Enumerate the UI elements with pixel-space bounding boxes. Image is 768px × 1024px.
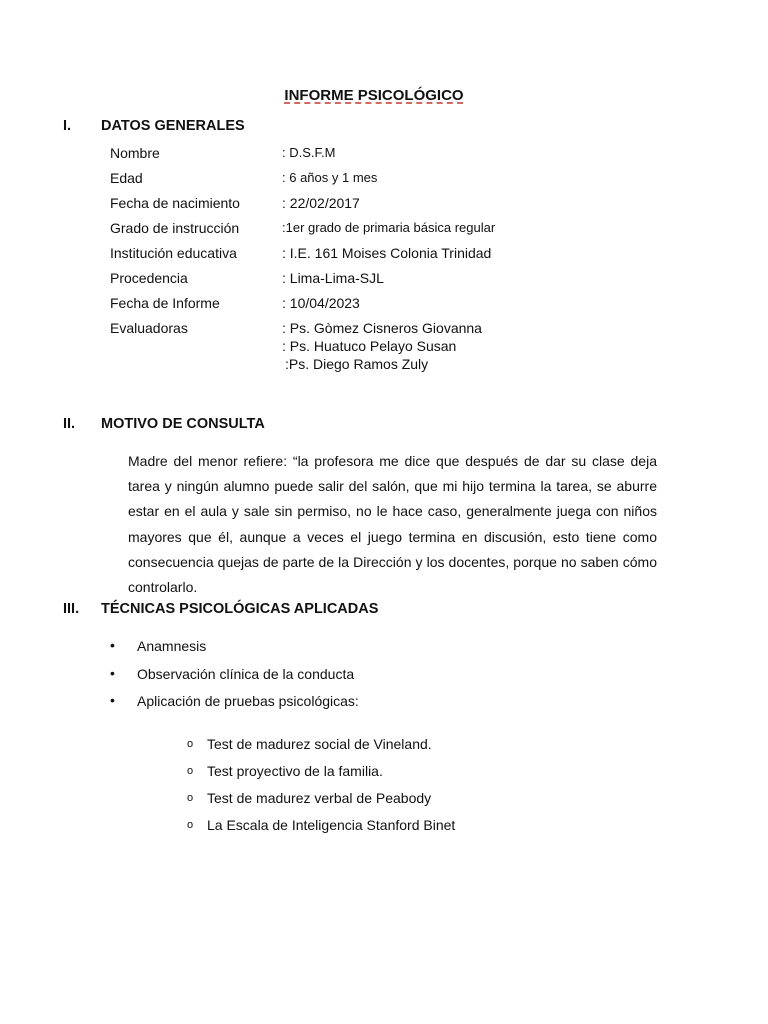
section-title: MOTIVO DE CONSULTA: [101, 416, 265, 432]
field-value: :1er grado de primaria básica regular: [282, 220, 496, 235]
motivo-paragraph: Madre del menor refiere: “la profesora me dice que después de dar su clase deja tarea y ningún alumno puede salir del salón, que mi hijo termina la tarea, se aburre estar en el aula y sale sin permiso, no le hace caso, generalmente juega con niños mayores que él, aunque a veces el juego termina en discusión, esto tiene como consecuencia quejas de parte de la Dirección y los docentes, porque no saben cómo controlarlo.: [128, 453, 657, 596]
section-heading-tecnicas: [63, 601, 378, 617]
list-item-text: Test de madurez social de Vineland.: [207, 736, 432, 752]
section-number: III.: [63, 601, 80, 617]
circle-bullet-icon: o: [187, 738, 194, 750]
field-value: : 10/04/2023: [282, 295, 360, 311]
list-item-text: Observación clínica de la conducta: [137, 666, 355, 682]
circle-bullet-icon: o: [187, 765, 194, 777]
section-heading-datos-generales: [63, 118, 245, 134]
report-title: INFORME PSICOLÓGICO: [284, 87, 464, 104]
section-number: I.: [63, 118, 72, 134]
field-value: : D.S.F.M: [282, 145, 336, 160]
field-label: Procedencia: [110, 270, 188, 286]
list-item-text: Anamnesis: [137, 638, 207, 654]
field-label: Fecha de Informe: [110, 295, 220, 311]
field-label: Evaluadoras: [110, 320, 188, 336]
section-heading-motivo-consulta: [63, 416, 265, 432]
list-item-text: Test de madurez verbal de Peabody: [207, 790, 432, 806]
field-label: Nombre: [110, 145, 160, 161]
field-value: : Lima-Lima-SJL: [282, 270, 384, 286]
circle-bullet-icon: o: [187, 792, 194, 804]
circle-bullet-icon: o: [187, 819, 194, 831]
field-label: Fecha de nacimiento: [110, 195, 240, 211]
field-value: : Ps. Huatuco Pelayo Susan: [282, 338, 457, 354]
bullet-icon: •: [110, 637, 115, 653]
field-value: : 22/02/2017: [282, 195, 360, 211]
bullet-icon: •: [110, 692, 115, 708]
field-label: Grado de instrucción: [110, 220, 240, 236]
list-item-text: Aplicación de pruebas psicológicas:: [137, 693, 359, 709]
field-value: : I.E. 161 Moises Colonia Trinidad: [282, 245, 492, 261]
field-value: :Ps. Diego Ramos Zuly: [285, 356, 429, 372]
section-title: TÉCNICAS PSICOLÓGICAS APLICADAS: [101, 601, 379, 617]
section-title: DATOS GENERALES: [101, 118, 245, 134]
section-number: II.: [63, 416, 76, 432]
field-label: Institución educativa: [110, 245, 237, 261]
bullet-icon: •: [110, 665, 115, 681]
list-item-text: Test proyectivo de la familia.: [207, 763, 383, 779]
list-item-text: La Escala de Inteligencia Stanford Binet: [207, 817, 456, 833]
field-label: Edad: [110, 170, 143, 186]
field-value: : Ps. Gòmez Cisneros Giovanna: [282, 320, 482, 336]
field-value: : 6 años y 1 mes: [282, 170, 378, 185]
